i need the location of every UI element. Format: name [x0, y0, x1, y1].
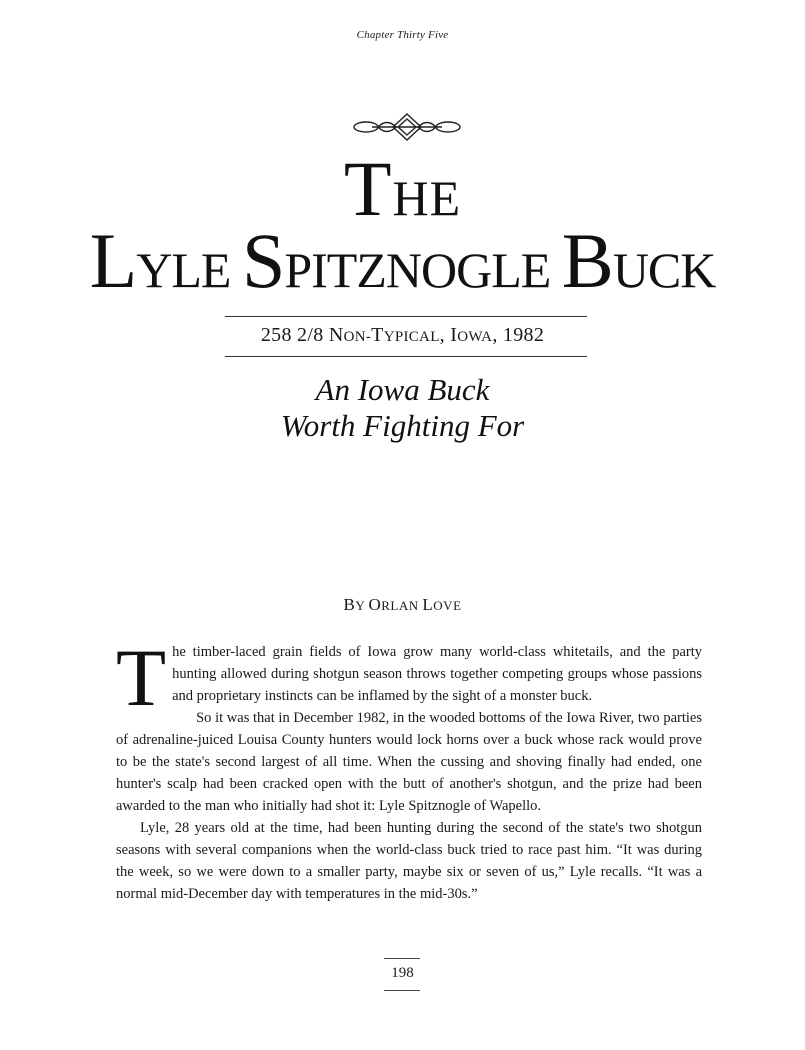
ornament-icon: [352, 112, 462, 142]
subtitle-sep-1: ,: [439, 324, 451, 346]
subtitle: [0, 324, 805, 347]
tagline-line-2: Worth Fighting For: [280, 408, 525, 443]
subtitle-t-rest: YPICAL: [383, 329, 440, 345]
paragraph-1-text: he timber-laced grain fields of Iowa grow many world-class whitetails, and the party hunting allowed during shotgun season throws together competing groups whose passions and proprietary instincts can be inflamed by the sight of a monster buck.: [172, 644, 702, 704]
subtitle-t-cap: T: [371, 324, 384, 346]
title-word-uck: UCK: [612, 242, 716, 298]
subtitle-year: 1982: [502, 324, 545, 346]
drop-cap: T: [116, 632, 167, 723]
title-word-he: HE: [392, 170, 462, 226]
title-cap-b: B: [561, 217, 613, 304]
subtitle-i-rest: OWA: [457, 329, 493, 345]
paragraph-2: So it was that in December 1982, in the wooded bottoms of the Iowa River, two parties of adrenaline-juiced Louisa County hunters would lock horns over a buck whose rack would prove to be the state's second largest of all time. When the cussing and shoving finally had ended, one hunter's scalp had been cracked open with the butt of another's shotgun, and the prize had been awarded to the man who initially had shot it: Lyle Spitznogle of Wapello.: [116, 710, 702, 814]
subtitle-rule-bottom: [225, 356, 587, 357]
page-number-rule-bottom: [384, 990, 420, 991]
article-body: [116, 632, 702, 905]
title-cap-t: T: [343, 145, 393, 232]
byline-l-cap: L: [422, 595, 434, 614]
tagline-line-1: An Iowa Buck: [315, 372, 490, 407]
subtitle-n-rest: ON-: [343, 329, 372, 345]
title-cap-s: S: [241, 217, 285, 304]
title-cap-l: L: [89, 217, 137, 304]
byline: [0, 595, 805, 615]
byline-b-rest: Y: [355, 598, 369, 613]
subtitle-n-cap: N: [328, 324, 344, 346]
page-number: [0, 958, 805, 982]
byline-o-rest: RLAN: [381, 598, 423, 613]
title-word-pitznogle: PITZNOGLE: [284, 242, 562, 298]
title-word-yle: YLE: [136, 242, 242, 298]
byline-b-cap: B: [343, 595, 356, 614]
tagline: [0, 372, 805, 444]
chapter-label: Chapter Thirty Five: [356, 29, 449, 41]
subtitle-sep-2: ,: [492, 324, 503, 346]
title-line-2: [0, 217, 805, 304]
subtitle-score: 258 2/8: [260, 324, 324, 346]
byline-o-cap: O: [368, 595, 382, 614]
paragraph-3: Lyle, 28 years old at the time, had been hunting during the second of the state's two shotgun seasons with several companions when the world-class buck tried to race past him. “It was during the week, so we were down to a smaller party, maybe six or seven of us,” Lyle recalls. “It was a normal mid-December day with temperatures in the mid-30s.”: [116, 820, 702, 902]
page-number-text: 198: [391, 965, 414, 981]
subtitle-rule-top: [225, 316, 587, 317]
paragraph-1: [116, 632, 702, 723]
byline-l-rest: OVE: [433, 598, 462, 613]
subtitle-i-cap: I: [450, 324, 458, 346]
